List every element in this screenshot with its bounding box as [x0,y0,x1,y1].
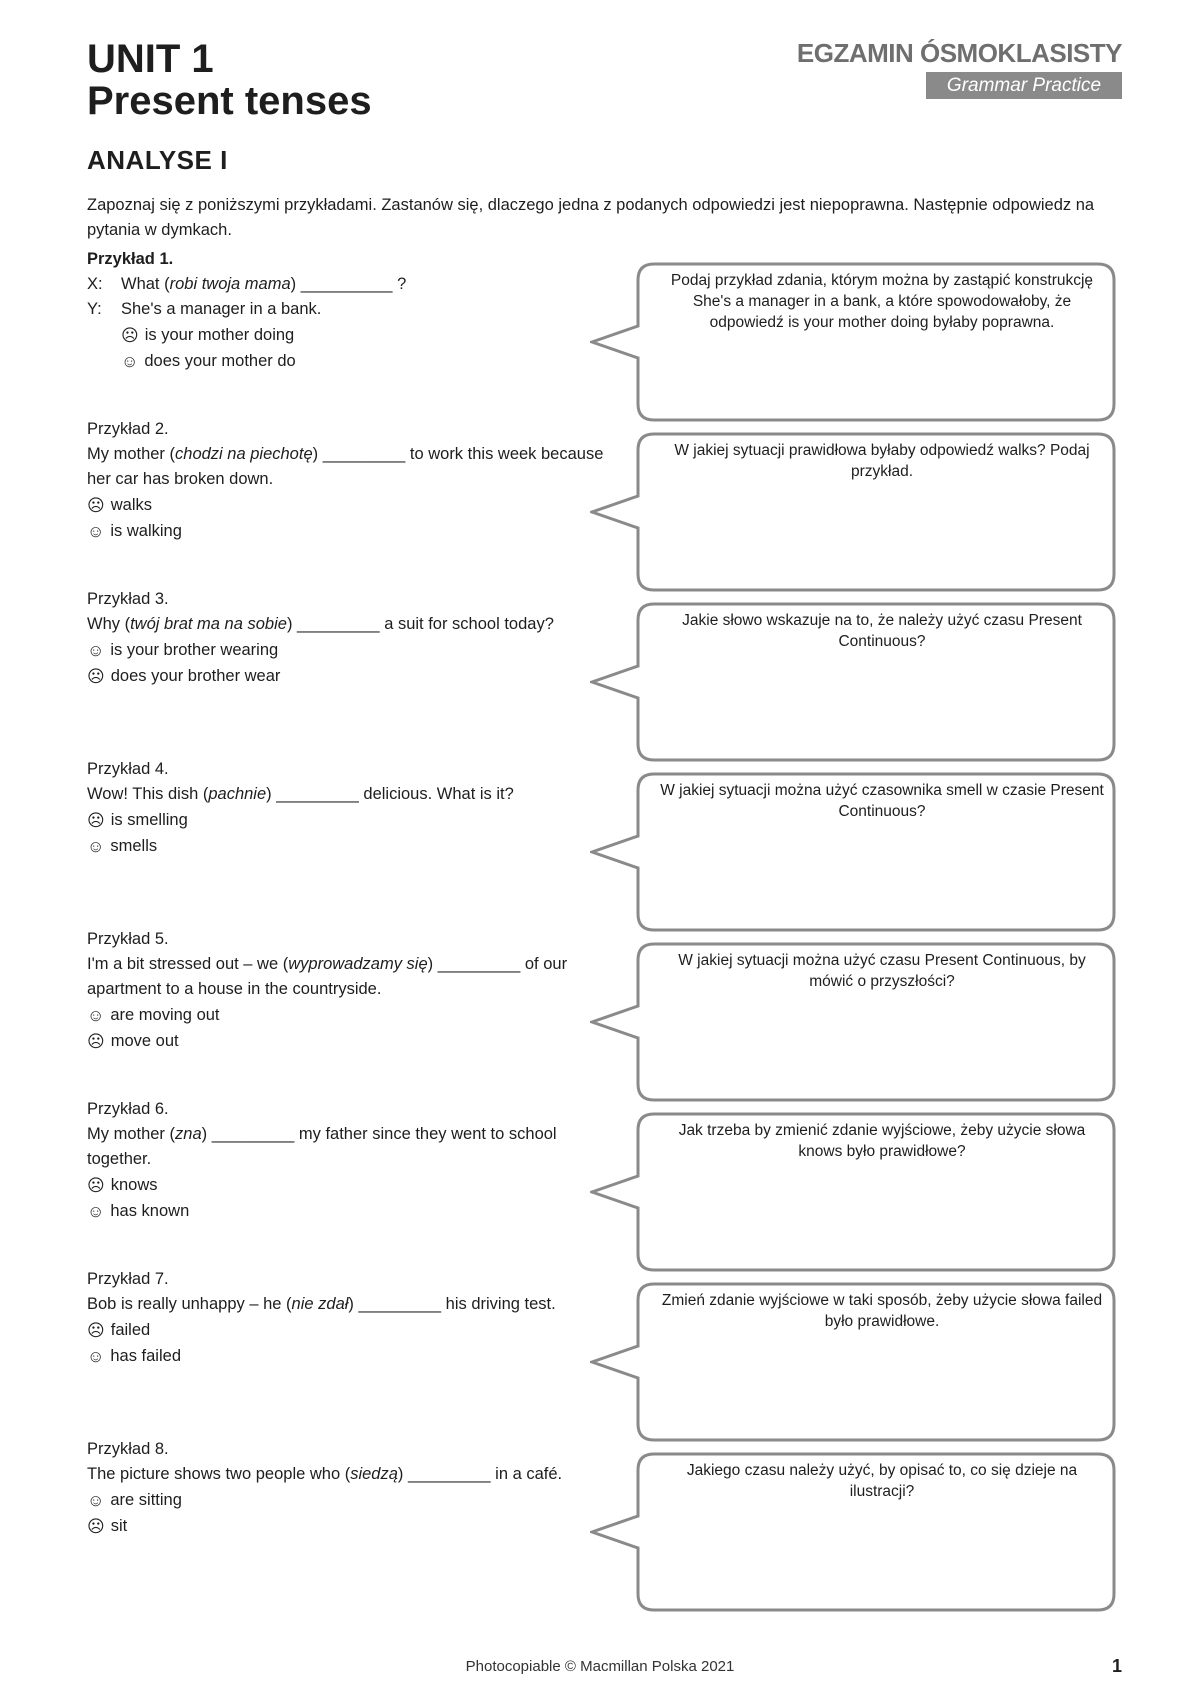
option-text: sit [110,1517,128,1535]
option-text: is your mother doing [144,326,295,344]
answer-option [87,519,607,544]
line-text: ) _________ to work this week because her car has broken down. [87,445,604,488]
sad-face-icon: ☹ [121,325,139,345]
section-intro: Zapoznaj się z poniższymi przykładami. Zastanów się, dlaczego jedna z podanych odpowiedzi jest niepoprawna. Następnie odpowiedz na pytania w dymkach. [87,196,1095,239]
sad-face-icon: ☹ [87,810,105,830]
sad-face-icon: ☹ [87,666,105,686]
smiley-face-icon: ☺ [87,1490,105,1510]
answer-option [87,349,607,374]
polish-hint: nie zdał [291,1295,349,1313]
example-title: Przykład 6. [87,1100,169,1118]
section-heading: ANALYSE I [87,145,228,175]
bubble-question: Jakiego czasu należy użyć, by opisać to, co się dzieje na ilustracji? [686,1462,1078,1500]
answer-option [87,664,607,689]
bubble-question: W jakiej sytuacji prawidłowa byłaby odpowiedź walks? Podaj przykład. [674,442,1090,480]
option-text: move out [110,1032,179,1050]
example-line [87,1292,607,1317]
example-line [87,782,607,807]
answer-option [87,1514,607,1539]
smiley-face-icon: ☺ [87,521,105,541]
question-bubble-6 [590,1106,1122,1278]
line-text: My mother ( [87,445,176,463]
bubble-question: Jak trzeba by zmienić zdanie wyjściowe, żeby użycie słowa knows było prawidłowe? [678,1122,1086,1160]
question-bubble-4 [590,766,1122,938]
line-text: Wow! This dish ( [87,785,209,803]
bubble-question: W jakiej sytuacji można użyć czasu Present Continuous, by mówić o przyszłości? [678,952,1086,990]
sad-face-icon: ☹ [87,1031,105,1051]
option-text: has failed [110,1347,181,1365]
bubble-question: W jakiej sytuacji można użyć czasownika smell w czasie Present Continuous? [660,782,1104,820]
answer-option [87,1488,607,1513]
answer-option [87,638,607,663]
line-text: Why ( [87,615,131,633]
line-text: ) _________ his driving test. [348,1295,556,1313]
sad-face-icon: ☹ [87,1516,105,1536]
question-bubble-5 [590,936,1122,1108]
example-title: Przykład 4. [87,760,169,778]
example-line [87,297,607,322]
smiley-face-icon: ☺ [87,1201,105,1221]
option-text: smells [110,837,158,855]
smiley-face-icon: ☺ [87,1005,105,1025]
example-4 [87,757,607,860]
brand-block [797,38,1122,99]
answer-option [87,1344,607,1369]
example-6 [87,1097,607,1225]
bubble-question: Podaj przykład zdania, którym można by zastąpić konstrukcję She's a manager in a bank, a które spowodowałoby, że odpowiedź is your mother doing byłaby poprawna. [670,272,1094,331]
polish-hint: chodzi na piechotę [175,445,313,463]
option-text: are moving out [110,1006,220,1024]
sad-face-icon: ☹ [87,495,105,515]
line-text: ) _________ my father since they went to school together. [87,1125,557,1168]
line-text: ) _________ in a café. [397,1465,563,1483]
option-text: knows [110,1176,158,1194]
option-text: is smelling [110,811,188,829]
unit-topic: Present tenses [87,79,372,123]
line-text: Bob is really unhappy – he ( [87,1295,292,1313]
line-text: The picture shows two people who ( [87,1465,351,1483]
polish-hint: siedzą [350,1465,398,1483]
polish-hint: pachnie [208,785,267,803]
option-text: are sitting [110,1491,182,1509]
example-line [87,442,607,492]
smiley-face-icon: ☺ [121,351,139,371]
unit-number: UNIT 1 [87,37,214,81]
line-text: ) __________ ? [290,275,407,293]
line-text: ) _________ delicious. What is it? [266,785,514,803]
question-bubble-3 [590,596,1122,768]
option-text: does your mother do [144,352,296,370]
bubble-question: Jakie słowo wskazuje na to, że należy użyć czasu Present Continuous? [682,612,1082,650]
sad-face-icon: ☹ [87,1175,105,1195]
example-title: Przykład 8. [87,1440,169,1458]
answer-option [87,323,607,348]
example-1 [87,247,607,375]
example-2 [87,417,607,545]
line-text: ) _________ a suit for school today? [286,615,554,633]
option-text: does your brother wear [110,667,281,685]
example-5 [87,927,607,1055]
line-text: I'm a bit stressed out – we ( [87,955,289,973]
answer-option [87,808,607,833]
option-text: is walking [110,522,182,540]
answer-option [87,1318,607,1343]
bubble-question: Zmień zdanie wyjściowe w taki sposób, żeby użycie słowa failed było prawidłowe. [661,1292,1103,1330]
question-bubble-1 [590,256,1122,428]
speaker-label: X: [87,275,103,293]
smiley-face-icon: ☺ [87,640,105,660]
polish-hint: robi twoja mama [169,275,291,293]
smiley-face-icon: ☺ [87,836,105,856]
sad-face-icon: ☹ [87,1320,105,1340]
example-title: Przykład 2. [87,420,169,438]
answer-option [87,1173,607,1198]
example-7 [87,1267,607,1370]
question-bubble-8 [590,1446,1122,1618]
brand-name: EGZAMIN ÓSMOKLASISTY [796,38,1122,68]
example-line [87,1462,607,1487]
line-text: What ( [121,275,170,293]
option-text: is your brother wearing [110,641,279,659]
unit-title [87,38,372,122]
example-line [87,1122,607,1172]
smiley-face-icon: ☺ [87,1346,105,1366]
polish-hint: wyprowadzamy się [288,955,428,973]
question-bubble-7 [590,1276,1122,1448]
option-text: walks [110,496,152,514]
example-8 [87,1437,607,1540]
line-text: ) _________ of our apartment to a house in the countryside. [87,955,568,998]
example-title: Przykład 5. [87,930,169,948]
example-3 [87,587,607,690]
answer-option [87,1199,607,1224]
example-title: Przykład 3. [87,590,169,608]
example-title: Przykład 1. [87,250,174,268]
question-bubble-2 [590,426,1122,598]
brand-tagline: Grammar Practice [926,72,1122,99]
answer-option [87,493,607,518]
page-number: 1 [1111,1656,1122,1676]
option-text: failed [110,1321,151,1339]
polish-hint: twój brat ma na sobie [130,615,287,633]
answer-option [87,1029,607,1054]
answer-option [87,1003,607,1028]
polish-hint: zna [175,1125,202,1143]
example-line [87,272,607,297]
example-line [87,952,607,1002]
option-text: has known [110,1202,190,1220]
footer-copyright: Photocopiable © Macmillan Polska 2021 [465,1658,735,1675]
line-text: My mother ( [87,1125,176,1143]
line-text: She's a manager in a bank. [121,300,322,318]
speaker-label: Y: [87,300,102,318]
example-line [87,612,607,637]
answer-option [87,834,607,859]
example-title: Przykład 7. [87,1270,169,1288]
